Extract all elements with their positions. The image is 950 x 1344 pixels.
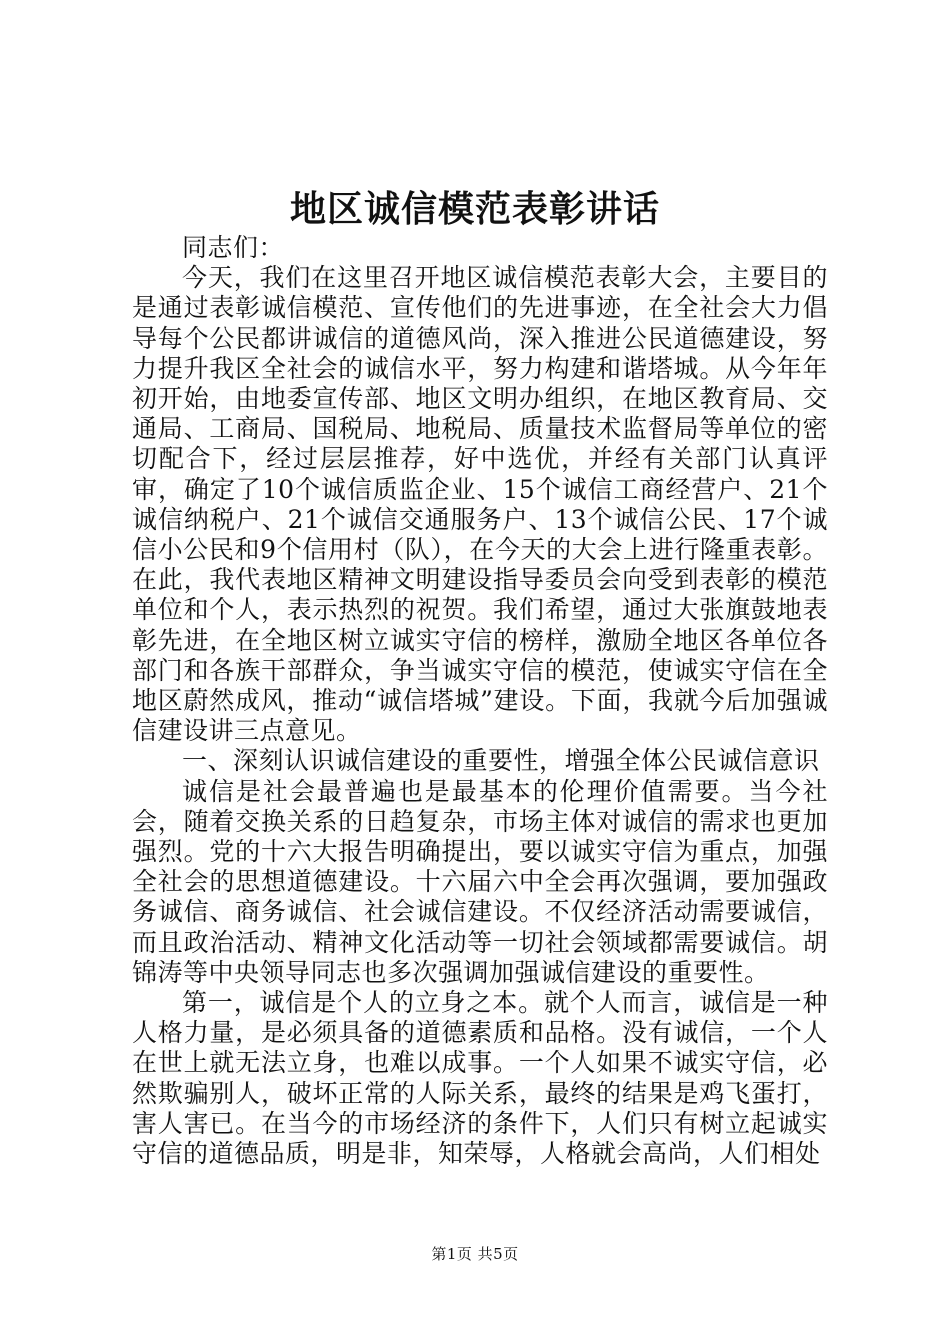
intro-paragraph: 今天，我们在这里召开地区诚信模范表彰大会，主要目的是通过表彰诚信模范、宣传他们的先进事迹，在全社会大力倡导每个公民都讲诚信的道德风尚，深入推进公民道德建设，努力提升我区全社会的诚信水平，努力构建和谐塔城。从今年年初开始，由地委宣传部、地区文明办组织，在地区教育局、交通局、工商局、国税局、地税局、质量技术监督局等单位的密切配合下，经过层层推荐，好中选优，并经有关部门认真评审，确定了10个诚信质监企业、15个诚信工商经营户、21个诚信纳税户、21个诚信交通服务户、13个诚信公民、17个诚信小公民和9个信用村（队），在今天的大会上进行隆重表彰。在此，我代表地区精神文明建设指导委员会向受到表彰的模范单位和个人，表示热烈的祝贺。我们希望，通过大张旗鼓地表彰先进，在全地区树立诚实守信的榜样，激励全地区各单位各部门和各族干部群众，争当诚实守信的模范，使诚实守信在全地区蔚然成风，推动“诚信塔城”建设。下面，我就今后加强诚信建设讲三点意见。 xyxy=(132,263,828,746)
page-number-footer: 第1页 共5页 xyxy=(431,1245,519,1263)
document-body xyxy=(132,233,828,1169)
section-heading-1: 一、深刻认识诚信建设的重要性，增强全体公民诚信意识 xyxy=(182,746,820,776)
salutation-paragraph: 同志们： xyxy=(182,233,285,262)
body-paragraph: 诚信是社会最普遍也是最基本的伦理价值需要。当今社会，随着交换关系的日趋复杂，市场主体对诚信的需求也更加强烈。党的十六大报告明确提出，要以诚实守信为重点，加强全社会的思想道德建设。十六届六中全会再次强调，要加强政务诚信、商务诚信、社会诚信建设。不仅经济活动需要诚信，而且政治活动、精神文化活动等一切社会领域都需要诚信。胡锦涛等中央领导同志也多次强调加强诚信建设的重要性。 xyxy=(132,776,828,987)
body-paragraph: 第一，诚信是个人的立身之本。就个人而言，诚信是一种人格力量，是必须具备的道德素质和品格。没有诚信，一个人在世上就无法立身，也难以成事。一个人如果不诚实守信，必然欺骗别人，破坏正常的人际关系，最终的结果是鸡飞蛋打，害人害已。在当今的市场经济的条件下，人们只有树立起诚实守信的道德品质，明是非，知荣辱，人格就会高尚，人们相处 xyxy=(132,988,828,1169)
document-title: 地区诚信模范表彰讲话 xyxy=(289,188,660,230)
